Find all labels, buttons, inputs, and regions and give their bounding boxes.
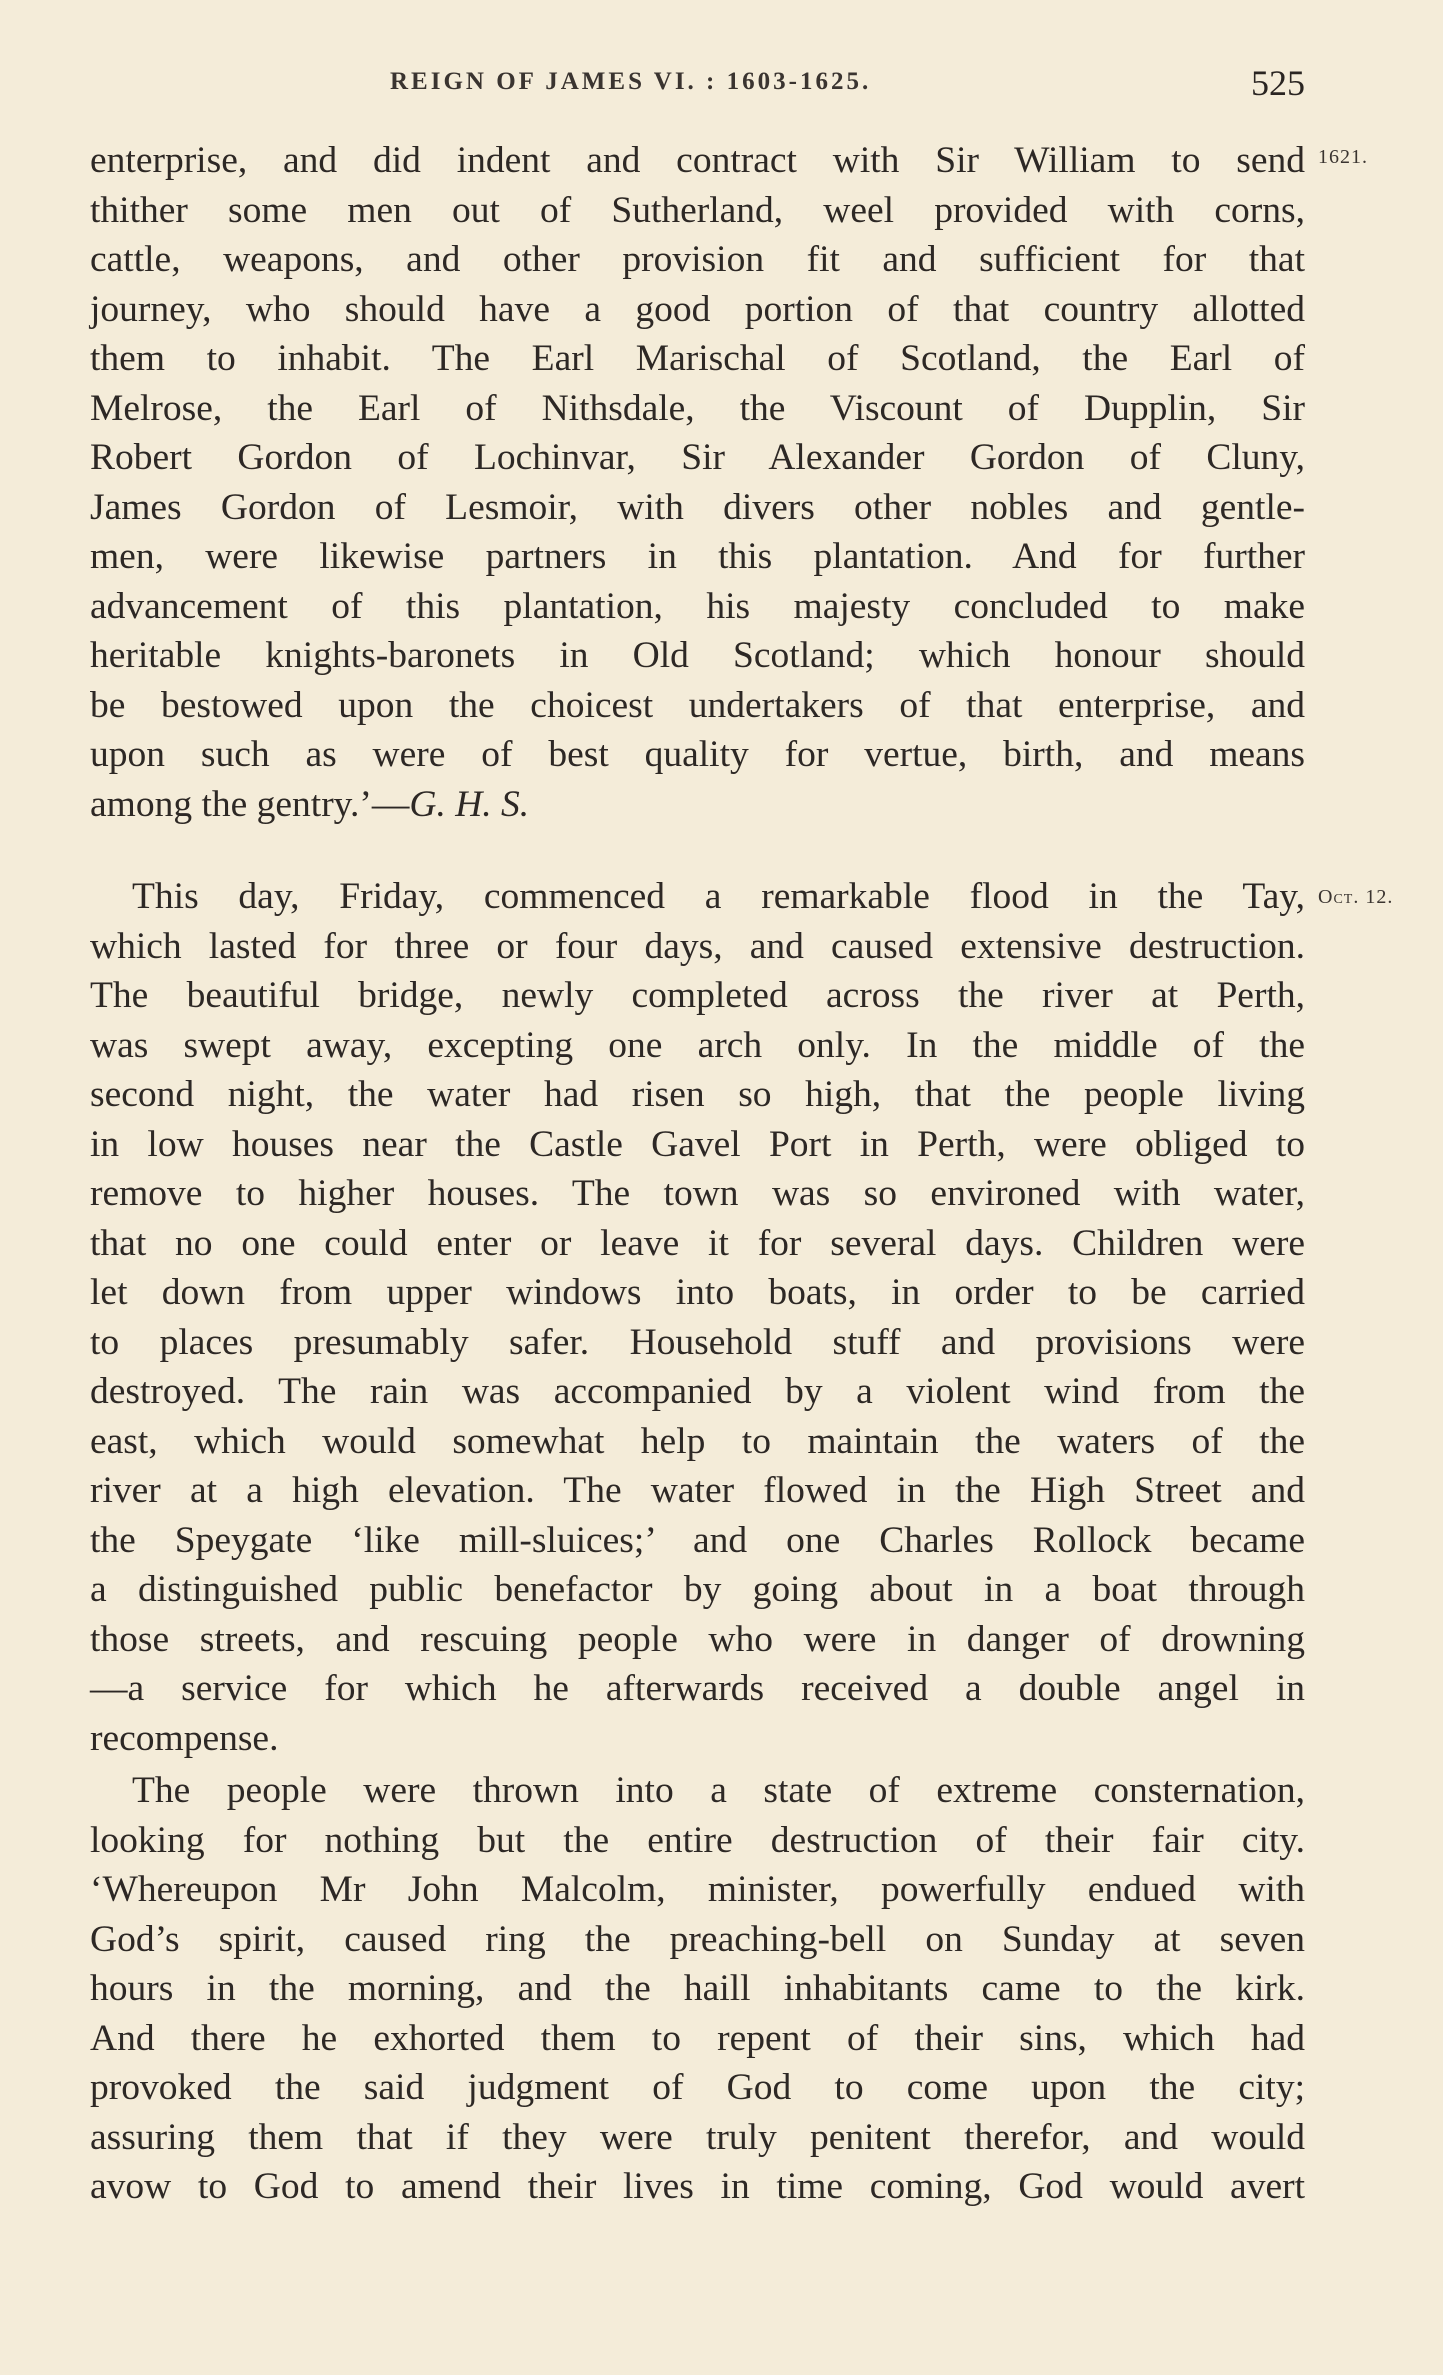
text-line: Melrose, the Earl of Nithsdale, the Viscount of Dupplin, Sir — [90, 387, 1305, 429]
page-number: 525 — [1251, 63, 1305, 103]
text-line: let down from upper windows into boats, in order to be carried — [90, 1272, 1305, 1313]
running-head: REIGN OF JAMES VI. : 1603-1625. — [390, 68, 872, 95]
margin-note-date: Oct. 12. — [1318, 886, 1394, 908]
text-line: them to inhabit. The Earl Marischal of Scotland, the Earl of — [90, 338, 1305, 379]
text-line: destroyed. The rain was accompanied by a violent wind from the — [90, 1371, 1305, 1412]
text-line: And there he exhorted them to repent of their sins, which had — [90, 2017, 1305, 2059]
text-line: James Gordon of Lesmoir, with divers other nobles and gentle- — [90, 486, 1305, 528]
text-line: cattle, weapons, and other provision fit and sufficient for that — [90, 239, 1305, 280]
text-line: assuring them that if they were truly penitent therefor, and would — [90, 2116, 1305, 2158]
text-line: ‘Whereupon Mr John Malcolm, minister, powerfully endued with — [90, 1869, 1305, 1910]
text-line: provoked the said judgment of God to come upon the city; — [90, 2067, 1305, 2108]
attribution: G. H. S. — [409, 783, 530, 825]
text-line-last — [90, 780, 1305, 830]
text-line: men, were likewise partners in this plantation. And for further — [90, 536, 1305, 577]
text-line: upon such as were of best quality for vertue, birth, and means — [90, 734, 1305, 775]
text-line: thither some men out of Sutherland, weel provided with corns, — [90, 189, 1305, 231]
text-line: enterprise, and did indent and contract with Sir William to send — [90, 140, 1305, 181]
text-line: The people were thrown into a state of extreme consternation, — [132, 1770, 1305, 1811]
text-line: the Speygate ‘like mill-sluices;’ and one Charles Rollock became — [90, 1519, 1305, 1561]
text-line: be bestowed upon the choicest undertakers of that enterprise, and — [90, 684, 1305, 726]
text-line: those streets, and rescuing people who were in danger of drowning — [90, 1618, 1305, 1660]
text-line: to places presumably safer. Household stuff and provisions were — [90, 1321, 1305, 1363]
text-line: in low houses near the Castle Gavel Port in Perth, were obliged to — [90, 1123, 1305, 1165]
paragraph-flood — [90, 872, 1305, 1763]
text-line: heritable knights-baronets in Old Scotland; which honour should — [90, 635, 1305, 676]
text-line: remove to higher houses. The town was so environed with water, — [90, 1173, 1305, 1214]
paragraph-plantation — [90, 136, 1305, 829]
text-line: second night, the water had risen so high, that the people living — [90, 1074, 1305, 1115]
text-line: east, which would somewhat help to maintain the waters of the — [90, 1420, 1305, 1462]
text-line: journey, who should have a good portion of that country allotted — [90, 288, 1305, 330]
text-line: This day, Friday, commenced a remarkable flood in the Tay, — [132, 876, 1305, 917]
text-line: was swept away, excepting one arch only. In the middle of the — [90, 1024, 1305, 1066]
text-line: —a service for which he afterwards received a double angel in — [90, 1668, 1305, 1709]
page-header — [90, 62, 1305, 112]
text-line: river at a high elevation. The water flowed in the High Street and — [90, 1470, 1305, 1511]
closing-quote-text: among the gentry.’— — [90, 783, 410, 825]
text-line: hours in the morning, and the haill inhabitants came to the kirk. — [90, 1968, 1305, 2009]
text-line: The beautiful bridge, newly completed across the river at Perth, — [90, 975, 1305, 1016]
text-line: God’s spirit, caused ring the preaching-bell on Sunday at seven — [90, 1918, 1305, 1960]
text-line: looking for nothing but the entire destruction of their fair city. — [90, 1819, 1305, 1861]
text-line: advancement of this plantation, his majesty concluded to make — [90, 585, 1305, 627]
text-line: which lasted for three or four days, and caused extensive destruction. — [90, 925, 1305, 967]
text-line: avow to God to amend their lives in time coming, God would avert — [90, 2166, 1305, 2207]
text-line: that no one could enter or leave it for several days. Children were — [90, 1222, 1305, 1264]
paragraph-consternation — [90, 1766, 1305, 2212]
margin-note-year: 1621. — [1318, 146, 1368, 168]
text-line: Robert Gordon of Lochinvar, Sir Alexander Gordon of Cluny, — [90, 437, 1305, 478]
text-line: a distinguished public benefactor by going about in a boat through — [90, 1569, 1305, 1610]
text-line-last: recompense. — [90, 1717, 279, 1759]
